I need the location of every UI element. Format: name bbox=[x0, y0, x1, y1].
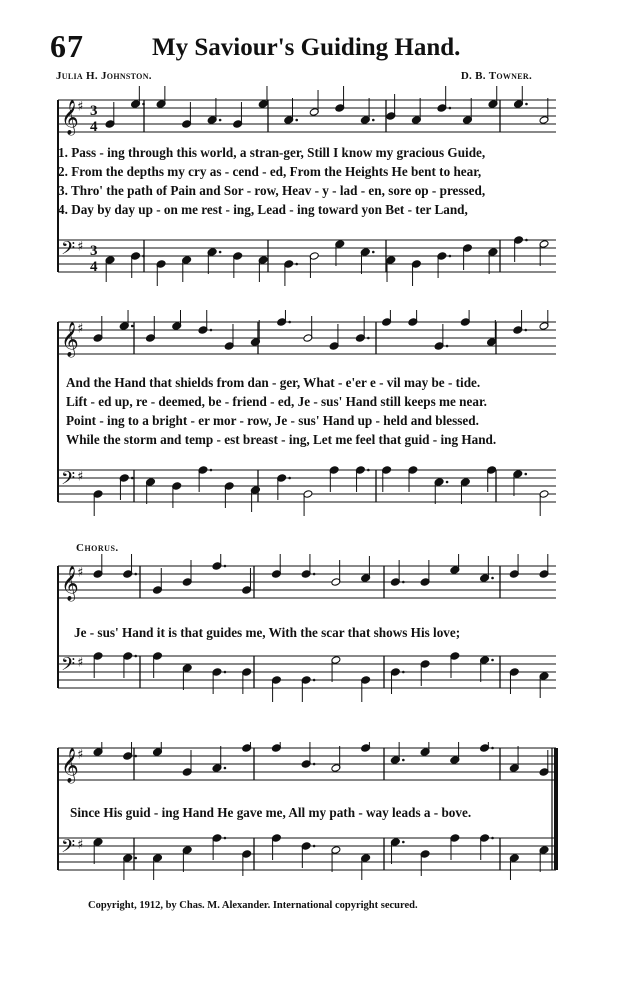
svg-text:♯: ♯ bbox=[77, 655, 84, 671]
svg-text:𝄢: 𝄢 bbox=[61, 654, 76, 680]
svg-text:♯: ♯ bbox=[77, 747, 84, 763]
treble-clef-icon bbox=[61, 321, 83, 358]
music-system-4 bbox=[0, 742, 640, 902]
bass-clef-icon bbox=[61, 239, 83, 264]
svg-text:𝄢: 𝄢 bbox=[61, 238, 76, 264]
svg-text:3: 3 bbox=[90, 103, 98, 119]
lyric-line-3: Je - sus' Hand it is that guides me, With the scar that shows His love; bbox=[74, 625, 461, 640]
svg-text:𝄢: 𝄢 bbox=[61, 836, 76, 862]
svg-text:𝄞: 𝄞 bbox=[61, 748, 79, 784]
lyric-line-2-verse-3: Point - ing to a bright - er mor - row, Je - sus' Hand up - held and blessed. bbox=[66, 413, 479, 428]
treble-clef-icon bbox=[61, 565, 83, 602]
chorus-label: Chorus. bbox=[76, 542, 119, 554]
svg-text:𝄢: 𝄢 bbox=[61, 468, 76, 494]
svg-text:♯: ♯ bbox=[77, 99, 84, 115]
hymn-title: My Saviour's Guiding Hand. bbox=[152, 34, 461, 61]
treble-clef-icon bbox=[61, 747, 83, 784]
svg-text:4: 4 bbox=[90, 259, 98, 275]
bass-clef-icon bbox=[61, 469, 83, 494]
treble-notes-1 bbox=[105, 86, 549, 128]
bass-clef-icon bbox=[61, 837, 83, 862]
svg-text:♯: ♯ bbox=[77, 469, 84, 485]
lyricist-credit: Julia H. Johnston. bbox=[56, 70, 152, 82]
lyric-line-1-verse-2: 2. From the depths my cry as - cend - ed, From the Heights He bent to hear, bbox=[58, 164, 482, 179]
music-system-3 bbox=[0, 554, 640, 729]
lyric-line-1-verse-4: 4. Day by day up - on me rest - ing, Lead - ing toward yon Bet - ter Land, bbox=[58, 202, 468, 217]
time-signature-treble-1 bbox=[90, 103, 98, 135]
svg-text:𝄞: 𝄞 bbox=[61, 322, 79, 358]
svg-text:3: 3 bbox=[90, 243, 98, 259]
bass-notes-1 bbox=[105, 236, 549, 286]
svg-text:♯: ♯ bbox=[77, 239, 84, 255]
lyric-line-2-verse-1: And the Hand that shields from dan - ger, What - e'er e - vil may be - tide. bbox=[66, 375, 481, 390]
lyric-line-1-verse-1: 1. Pass - ing through this world, a stran-ger, Still I know my gracious Guide, bbox=[58, 145, 486, 160]
bass-notes-2 bbox=[93, 466, 549, 516]
bass-clef-icon bbox=[61, 655, 83, 680]
copyright-notice: Copyright, 1912, by Chas. M. Alexander. International copyright secured. bbox=[88, 900, 418, 911]
treble-notes-4 bbox=[93, 742, 549, 776]
lyric-line-4: Since His guid - ing Hand He gave me, All my path - way leads a - bove. bbox=[70, 805, 472, 820]
svg-text:♯: ♯ bbox=[77, 837, 84, 853]
lyric-line-1-verse-3: 3. Thro' the path of Pain and Sor - row, Heav - y - lad - en, sore op - pressed, bbox=[58, 183, 486, 198]
lyric-line-2-verse-2: Lift - ed up, re - deemed, be - friend - ed, Je - sus' Hand still keeps me near. bbox=[66, 394, 487, 409]
svg-text:𝄞: 𝄞 bbox=[61, 566, 79, 602]
svg-text:4: 4 bbox=[90, 119, 98, 135]
svg-text:♯: ♯ bbox=[77, 321, 84, 337]
treble-clef-icon bbox=[61, 99, 83, 136]
svg-text:♯: ♯ bbox=[77, 565, 84, 581]
bass-notes-3 bbox=[93, 652, 549, 702]
composer-credit: D. B. Towner. bbox=[460, 70, 532, 82]
svg-text:𝄞: 𝄞 bbox=[61, 100, 79, 136]
hymn-number: 67 bbox=[50, 28, 84, 64]
lyric-line-2-verse-4: While the storm and temp - est breast - ing, Let me feel that guid - ing Hand. bbox=[66, 432, 497, 447]
time-signature-bass-1 bbox=[90, 243, 98, 275]
bass-notes-4 bbox=[93, 834, 549, 880]
